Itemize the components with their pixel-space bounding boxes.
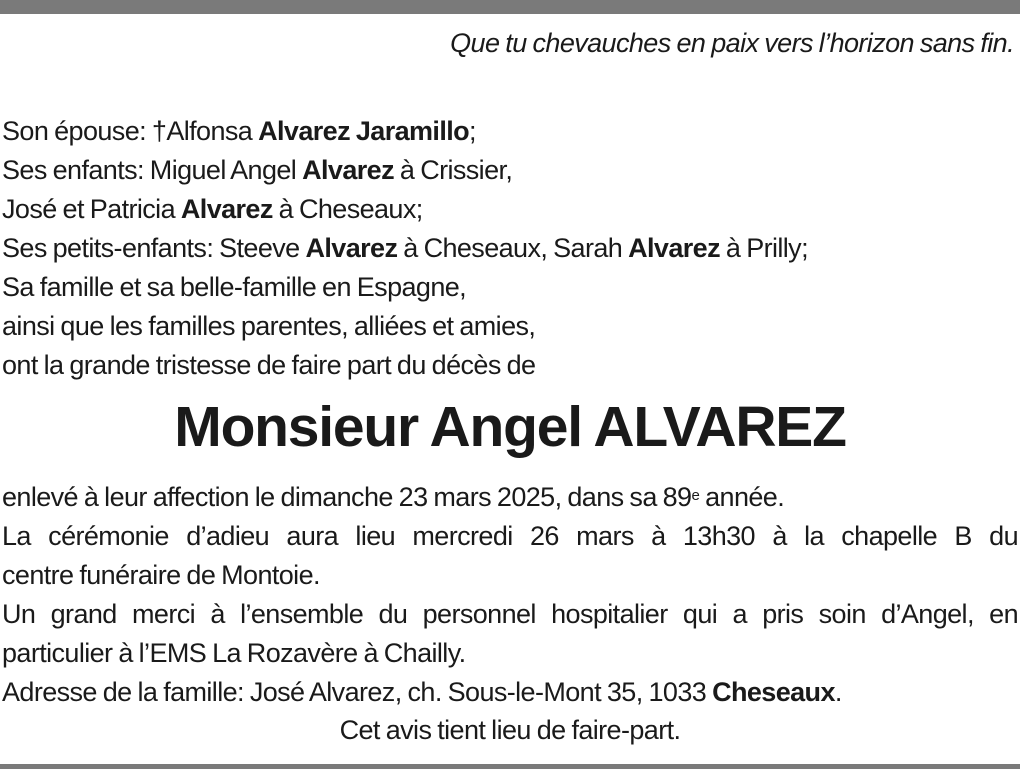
epigraph: Que tu chevauches en paix vers l’horizon sans fin. (450, 28, 1014, 58)
children2-prefix: José et Patricia (2, 194, 181, 224)
death-line (2, 478, 1018, 517)
address-city: Cheseaux (712, 677, 835, 707)
children-prefix: Ses enfants: Miguel Angel (2, 155, 303, 185)
thanks-line-1: Un grand merci à l’ensemble du personnel hospitalier qui a pris soin d’Angel, en (2, 599, 1018, 629)
family-list (2, 112, 1018, 385)
address-line (2, 673, 1018, 712)
grandchild2-surname: Alvarez (628, 233, 720, 263)
relatives-line: ainsi que les familles parentes, alliées et amies, (2, 311, 536, 341)
spouse-suffix: ; (469, 116, 476, 146)
deceased-name: Monsieur Angel ALVAREZ (174, 395, 846, 459)
children-surname: Alvarez (302, 155, 394, 185)
grandchildren-middle: à Cheseaux, Sarah (397, 233, 629, 263)
closing-statement: Cet avis tient lieu de faire-part. (339, 715, 681, 745)
grandchildren-prefix: Ses petits-enfants: Steeve (2, 233, 306, 263)
announcement-line: ont la grande tristesse de faire part du décès de (2, 350, 536, 380)
address-suffix: . (834, 677, 842, 707)
ceremony-line-1: La cérémonie d’adieu aura lieu mercredi 26 mars à 13h30 à la chapelle B du (2, 521, 1018, 551)
children-line (2, 151, 1018, 190)
grandchildren-line (2, 229, 1018, 268)
children2-line (2, 190, 1018, 229)
children2-surname: Alvarez (180, 194, 273, 224)
address-prefix: Adresse de la famille: José Alvarez, ch. Sous-le-Mont 35, 1033 (2, 677, 713, 707)
details-block (2, 478, 1018, 712)
grandchildren-suffix: à Prilly; (719, 233, 808, 263)
grandchild1-surname: Alvarez (305, 233, 398, 263)
family-spain-line: Sa famille et sa belle-famille en Espagne, (2, 272, 467, 302)
bottom-rule (0, 764, 1020, 769)
children-suffix: à Crissier, (393, 155, 513, 185)
spouse-prefix: Son épouse: †Alfonsa (2, 116, 259, 146)
death-suffix: année. (699, 482, 785, 512)
obituary-notice (2, 0, 1018, 764)
thanks-line-2: particulier à l’EMS La Rozavère à Chailly. (2, 638, 466, 668)
spouse-line (2, 112, 1018, 151)
death-ordinal-superscript: e (691, 487, 700, 504)
children2-suffix: à Cheseaux; (272, 194, 423, 224)
ceremony-line-2: centre funéraire de Montoie. (2, 560, 320, 590)
spouse-name: Alvarez Jaramillo (258, 116, 470, 146)
death-prefix: enlevé à leur affection le dimanche 23 mars 2025, dans sa 89 (2, 482, 692, 512)
